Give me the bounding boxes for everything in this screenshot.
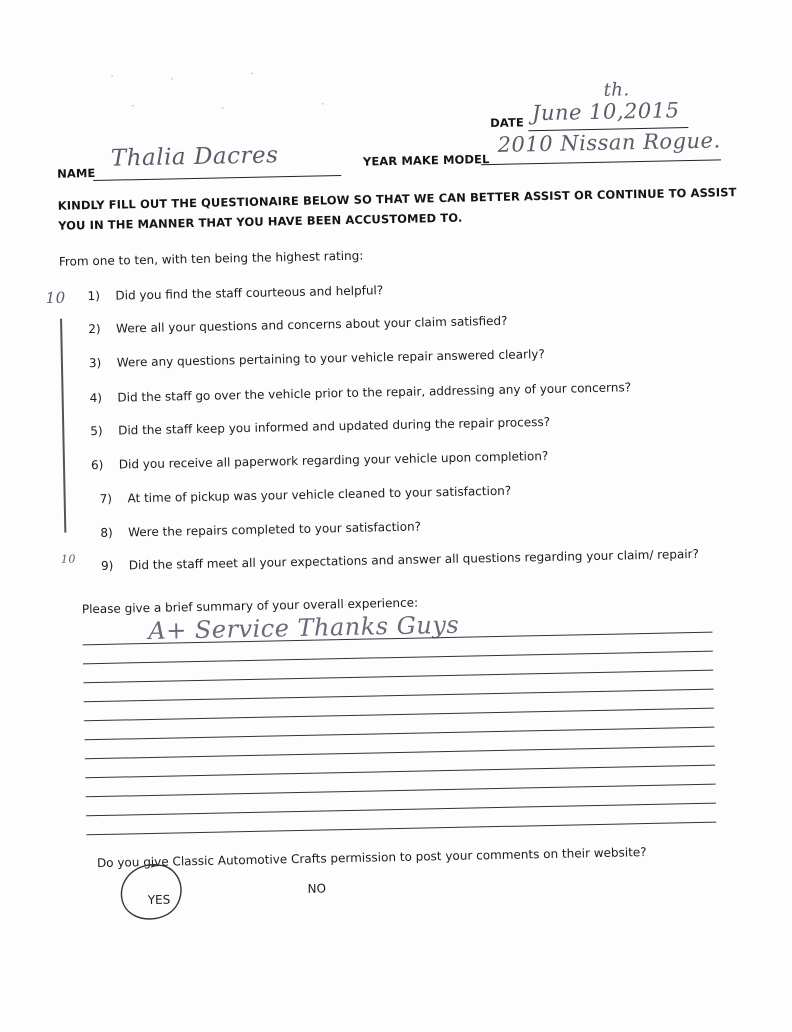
summary-prompt: Please give a brief summary of your overall experience: (81, 595, 419, 617)
yes-label: YES (147, 892, 171, 908)
intro-line-2: YOU IN THE MANNER THAT YOU HAVE BEEN ACCUSTOMED TO. (58, 210, 463, 233)
summary-line (84, 689, 714, 703)
rating-instruction: From one to ten, with ten being the highest rating: (58, 248, 364, 269)
summary-line (83, 670, 713, 684)
question-text: At time of pickup was your vehicle cleaned to your satisfaction? (127, 483, 512, 506)
question-text: Were all your questions and concerns about your claim satisfied? (115, 313, 508, 336)
rating-1-to-8: 10 (45, 288, 66, 307)
name-label: NAME (57, 165, 96, 181)
summary-response: A+ Service Thanks Guys (148, 610, 460, 645)
question-number: 8) (100, 525, 113, 540)
summary-line (86, 803, 716, 817)
question-1 (87, 283, 383, 303)
vehicle-value: 2010 Nissan Rogue. (497, 128, 721, 157)
summary-line (84, 727, 714, 741)
yes-option[interactable] (129, 881, 171, 908)
summary-line (86, 784, 716, 798)
question-number: 1) (87, 288, 101, 304)
summary-line (84, 708, 714, 722)
question-number: 3) (88, 355, 102, 371)
question-number: 2) (88, 321, 101, 337)
question-number: 4) (89, 390, 103, 406)
question-number: 5) (90, 423, 103, 439)
question-5 (90, 415, 550, 438)
summary-line (85, 765, 715, 779)
permission-question: Do you give Classic Automotive Crafts permission to post your comments on their website? (96, 845, 647, 871)
question-text: Were any questions pertaining to your vehicle repair answered clearly? (116, 346, 545, 370)
question-text: Were the repairs completed to your satisfaction? (128, 519, 422, 540)
question-text: Did the staff keep you informed and updated during the repair process? (117, 414, 551, 438)
name-underline (93, 175, 341, 181)
question-text: Did the staff meet all your expectations and answer all questions regarding your claim/ repair? (128, 546, 700, 573)
date-value: June 10,2015 (531, 98, 680, 126)
summary-line (83, 651, 713, 665)
vehicle-underline (481, 159, 721, 165)
question-8 (100, 520, 421, 540)
question-6 (91, 449, 549, 472)
date-superscript: th. (603, 79, 630, 101)
vehicle-label: YEAR MAKE MODEL (362, 152, 490, 169)
question-7 (100, 484, 512, 506)
question-number: 6) (90, 457, 104, 473)
question-3 (89, 347, 545, 370)
summary-line (86, 822, 716, 836)
no-option[interactable]: NO (307, 881, 327, 896)
question-number: 9) (100, 558, 114, 573)
summary-line (85, 746, 715, 760)
rating-bracket-line (60, 319, 66, 533)
question-text: Did you find the staff courteous and helpful? (115, 283, 384, 303)
question-text: Did the staff go over the vehicle prior to the repair, addressing any of your concerns? (117, 380, 632, 405)
intro-line-1: KINDLY FILL OUT THE QUESTIONAIRE BELOW SO THAT WE CAN BETTER ASSIST OR CONTINUE TO ASSIST (57, 185, 737, 213)
name-value: Thalia Dacres (110, 142, 279, 172)
question-9 (101, 547, 699, 573)
question-number: 7) (99, 491, 113, 506)
rating-9: 10 (60, 552, 77, 566)
question-4 (90, 380, 632, 405)
question-2 (88, 314, 507, 336)
question-text: Did you receive all paperwork regarding your vehicle upon completion? (118, 448, 549, 472)
date-label: DATE (490, 115, 525, 131)
